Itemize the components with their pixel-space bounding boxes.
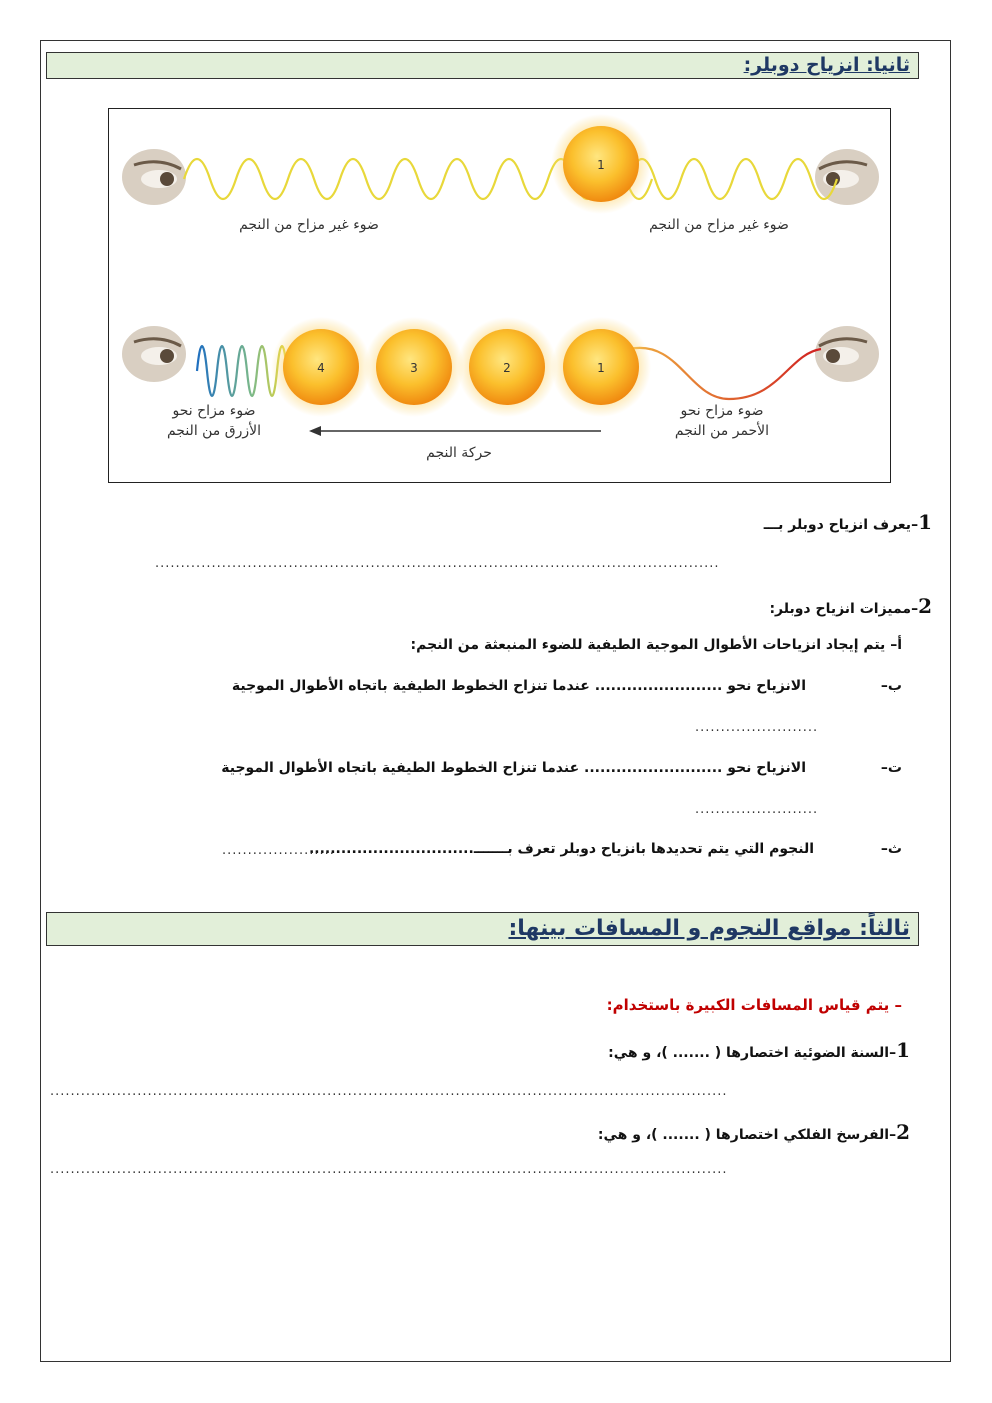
top-left-label: ضوء غير مزاح من النجم xyxy=(239,217,379,233)
eye-icon xyxy=(122,149,186,205)
motion-label: حركة النجم xyxy=(426,445,492,461)
blueshift-label-line1: ضوء مزاح نحو xyxy=(172,403,256,419)
eye-icon xyxy=(815,326,879,382)
doppler-q2 xyxy=(769,594,932,618)
item-t-text: الانزياح نحو .......................... عندما تنزاح الخطوط الطيفية باتجاه الأطوال الموجية xyxy=(221,760,806,776)
star-number: 2 xyxy=(503,361,511,375)
question-text: –مميزات انزياح دوبلر: xyxy=(769,601,919,617)
star-number: 1 xyxy=(597,361,605,375)
section-header-doppler xyxy=(46,52,919,79)
question-number: 1 xyxy=(918,510,932,534)
top-right-label: ضوء غير مزاح من النجم xyxy=(649,217,789,233)
positions-q1 xyxy=(608,1038,910,1062)
question-number: 2 xyxy=(918,594,932,618)
section-title: ثانيا: انزياح دوبلر: xyxy=(743,54,910,76)
answer-line: ........................ xyxy=(695,802,819,817)
item-t-letter: ت– xyxy=(880,760,902,776)
blueshift-label-line2: الأزرق من النجم xyxy=(166,423,262,439)
redshift-wave xyxy=(629,348,821,399)
item-th-text: النجوم التي يتم تحديدها بانزياح دوبلر تعرف بـــــــ............................... xyxy=(308,841,814,857)
redshift-label xyxy=(657,401,787,441)
section-header-positions xyxy=(46,912,919,946)
answer-line: ...................... xyxy=(222,843,335,858)
answer-line: .................................................................................................................................... xyxy=(50,1162,728,1177)
question-number: 2 xyxy=(896,1120,910,1144)
item-th-letter: ث– xyxy=(880,841,902,857)
answer-line: .................................................................................................................................... xyxy=(50,1084,728,1099)
question-text: –الفرسخ الفلكي اختصارها ( ....... )، و هي: xyxy=(597,1127,897,1143)
answer-line: ........................ xyxy=(695,720,819,735)
question-number: 1 xyxy=(896,1038,910,1062)
question-text: –يعرف انزياح دوبلر بـــ xyxy=(763,517,919,533)
item-b-text: الانزياح نحو ........................ عندما تنزاح الخطوط الطيفية باتجاه الأطوال الموجية xyxy=(231,678,806,694)
blueshift-label xyxy=(149,401,279,441)
unshifted-wave-right xyxy=(629,159,837,199)
eye-icon xyxy=(815,149,879,205)
eye-icon xyxy=(122,326,186,382)
star-number: 3 xyxy=(410,361,418,375)
item-b-letter: ب– xyxy=(880,678,902,694)
item-a: أ– يتم إيجاد انزياحات الأطوال الموجية الطيفية للضوء المنبعثة من النجم: xyxy=(410,637,902,653)
redshift-label-line2: الأحمر من النجم xyxy=(674,423,770,439)
star-number: 4 xyxy=(317,361,325,375)
answer-line: .............................................................................................................. xyxy=(155,556,720,571)
positions-intro: – يتم قياس المسافات الكبيرة باستخدام: xyxy=(606,996,902,1014)
positions-q2 xyxy=(598,1120,910,1144)
star-number: 1 xyxy=(597,158,605,172)
doppler-q1 xyxy=(764,510,932,534)
section-title: ثالثاً: مواقع النجوم و المسافات بينها: xyxy=(508,916,910,941)
question-text: –السنة الضوئية اختصارها ( ....... )، و هي: xyxy=(608,1045,897,1061)
redshift-label-line1: ضوء مزاح نحو xyxy=(680,403,764,419)
doppler-figure xyxy=(108,108,891,483)
motion-arrow xyxy=(309,426,601,436)
